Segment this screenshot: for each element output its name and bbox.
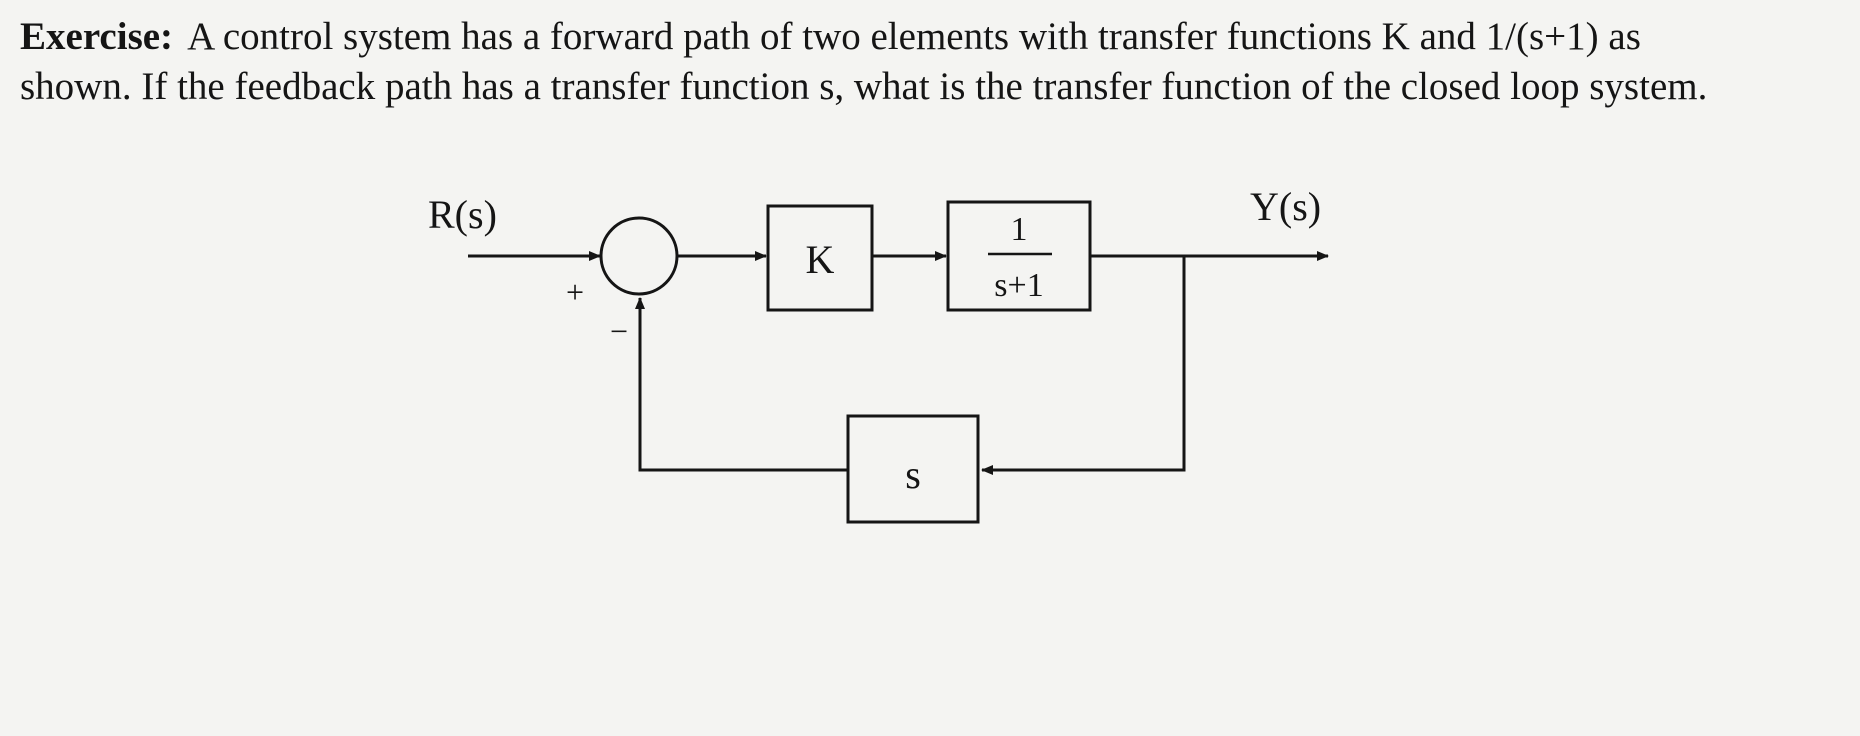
feedback-block-label: s xyxy=(905,452,921,497)
exercise-text: A control system has a forward path of two elements with transfer functions K and 1/(s+1) as shown. If the feedback path has a transfer function s, what is the transfer function of the closed loop system. xyxy=(20,15,1708,108)
feedback-return-line xyxy=(640,298,848,470)
gain-block-label: K xyxy=(805,237,835,282)
plant-numerator: 1 xyxy=(1010,211,1028,248)
summing-junction xyxy=(601,218,677,294)
plant-denominator: s+1 xyxy=(994,267,1044,304)
plus-sign: + xyxy=(566,274,585,310)
output-label: Y(s) xyxy=(1250,184,1322,229)
exercise-label: Exercise: xyxy=(20,15,174,58)
input-label: R(s) xyxy=(428,192,497,237)
minus-sign: − xyxy=(610,313,629,349)
